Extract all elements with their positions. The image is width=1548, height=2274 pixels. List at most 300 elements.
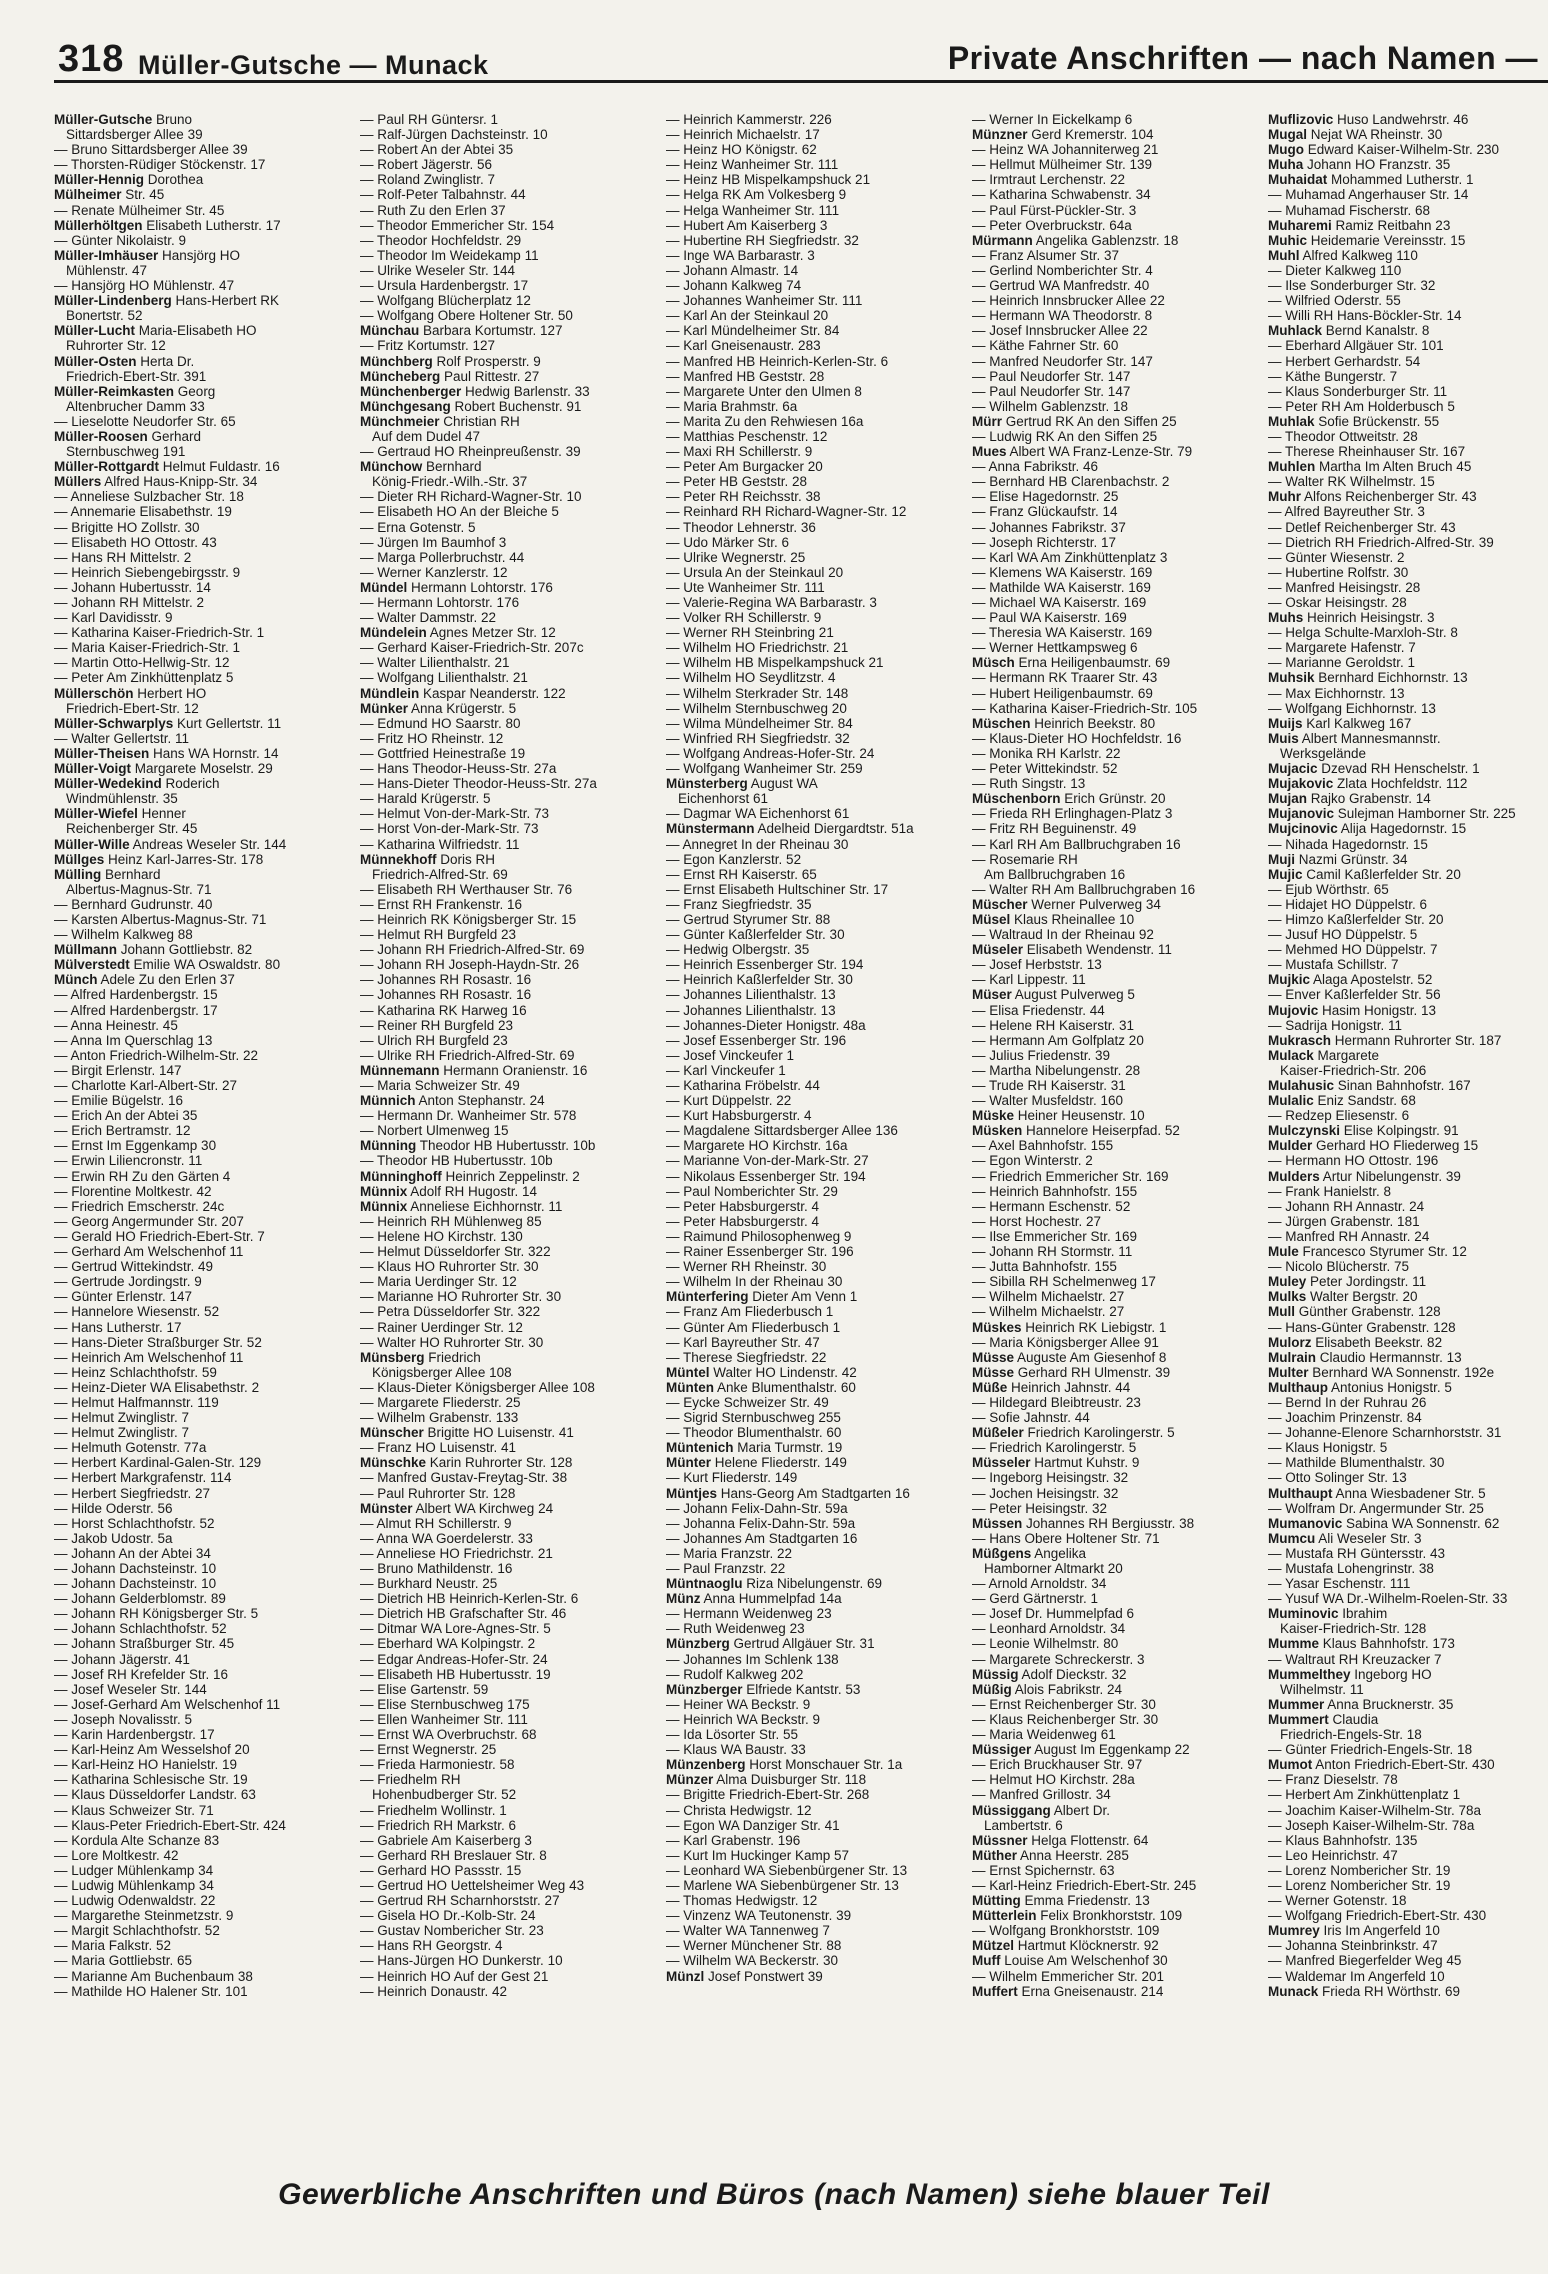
directory-entry: — Dietrich HB Grafschafter Str. 46 [360,1606,567,1622]
directory-entry: — Ludwig Mühlenkamp 34 [54,1877,214,1893]
directory-entry: — Thorsten-Rüdiger Stöckenstr. 17 [54,157,266,173]
directory-entry: — Joseph Richterstr. 17 [972,534,1117,550]
surname: Münchgesang [360,398,451,414]
directory-entry: Müller-Wille Andreas Weseler Str. 144 [54,836,287,852]
directory-entry: — Willi RH Hans-Böckler-Str. 14 [1268,308,1462,324]
directory-entry: — Hans Obere Holtener Str. 71 [972,1530,1160,1546]
directory-entry: — Erwin RH Zu den Gärten 4 [54,1168,231,1184]
directory-entry: — Fritz HO Rheinstr. 12 [360,730,504,746]
directory-entry: — Rudolf Kalkweg 202 [666,1666,804,1682]
surname: Müße [972,1379,1008,1395]
directory-entry: Mujkic Alaga Apostelstr. 52 [1268,972,1433,988]
directory-entry: — Egon Winterstr. 2 [972,1153,1093,1169]
surname: Münnemann [360,1062,440,1078]
directory-entry: — Katharina Fröbelstr. 44 [666,1078,820,1093]
directory-entry: — Gertrud WA Manfredstr. 40 [972,278,1150,294]
directory-entry: — Leo Heinrichstr. 47 [1268,1847,1398,1863]
directory-entry: — Anna Heinestr. 45 [54,1017,178,1033]
directory-entry: — Theodor HB Hubertusstr. 10b [360,1153,553,1169]
directory-entry: Muhic Heidemarie Vereinsstr. 15 [1268,232,1466,248]
directory-entry: Müsse Gerhard RH Ulmenstr. 39 [972,1364,1171,1380]
directory-entry: — Elisabeth HB Hubertusstr. 19 [360,1666,551,1682]
directory-entry: Mujovic Hasim Honigstr. 13 [1268,1002,1437,1018]
directory-entry: — Maria Weidenweg 61 [972,1727,1116,1743]
surname: Müller-Wille [54,836,130,852]
surname: Mujkic [1268,972,1311,988]
column-5 [1268,112,1548,2112]
directory-entry: — Karsten Albertus-Magnus-Str. 71 [54,911,267,927]
directory-entry: — Wolfgang Blücherplatz 12 [360,293,531,309]
directory-entry: — Ejub Wörthstr. 65 [1268,881,1389,897]
directory-entry: — Gerlind Nomberichter Str. 4 [972,262,1153,278]
directory-entry: — Herbert Kardinal-Galen-Str. 129 [54,1455,262,1471]
directory-entry: — Johannes RH Rosastr. 16 [360,987,532,1003]
directory-entry: — Bruno Mathildenstr. 16 [360,1561,513,1576]
directory-entry: — Robert Jägerstr. 56 [360,157,493,173]
surname: Münzl [666,1968,705,1984]
directory-entry: Sternbuschweg 191 [66,444,186,460]
surname: Mukrasch [1268,1032,1332,1048]
directory-entry: — Erna Gotenstr. 5 [360,519,476,535]
surname: Müseler [972,942,1024,958]
directory-entry: — Josef Dr. Hummelpfad 6 [972,1606,1135,1622]
directory-entry: — Klaus Honigstr. 5 [1268,1440,1388,1456]
directory-entry: — Peter Am Burgacker 20 [666,459,823,475]
directory-entry: — Peter Am Zinkhüttenplatz 5 [54,670,234,686]
directory-entry: — Josef Weseler Str. 144 [54,1681,207,1697]
directory-entry: — Werner In Eickelkamp 6 [972,112,1133,127]
directory-entry: Mürr Gertrud RK An den Siffen 25 [972,413,1177,429]
directory-entry: Münchberg Rolf Prosperstr. 9 [360,353,541,369]
directory-entry: — Burkhard Neustr. 25 [360,1576,498,1592]
surname: Muji [1268,851,1295,867]
surname: Müncheberg [360,368,441,384]
directory-entry: — Maria Kaiser-Friedrich-Str. 1 [54,640,241,656]
directory-entry: — Gerhard Kaiser-Friedrich-Str. 207c [360,640,584,656]
directory-entry: — Ilse Sonderburger Str. 32 [1268,278,1436,294]
directory-entry: Muminovic Ibrahim [1268,1606,1388,1622]
directory-entry: — Josef-Gerhard Am Welschenhof 11 [54,1696,281,1712]
surname: Münning [360,1138,417,1154]
directory-entry: — Egon WA Danziger Str. 41 [666,1817,840,1833]
directory-entry: — Margarete Fliederstr. 25 [360,1394,521,1410]
directory-entry: Friedrich-Alfred-Str. 69 [372,866,508,882]
section-title: Private Anschriften — nach Namen — [947,40,1538,76]
directory-entry: — Thomas Hedwigstr. 12 [666,1893,818,1909]
directory-entry: Königsberger Allee 108 [372,1364,512,1380]
directory-entry: — Walter Lilienthalstr. 21 [360,655,510,671]
surname: Münchmeier [360,413,440,429]
directory-entry: — Hans Lutherstr. 17 [54,1319,182,1335]
directory-entry: — Helga Schulte-Marxloh-Str. 8 [1268,625,1458,641]
directory-entry: — Hermann Dr. Wanheimer Str. 578 [360,1108,577,1124]
directory-entry: — Heinrich RK Königsberger Str. 15 [360,911,577,927]
directory-entry: — Wolfram Dr. Angermunder Str. 25 [1268,1500,1484,1516]
directory-entry: — Hermann WA Theodorstr. 8 [972,308,1153,324]
directory-entry: — Inge WA Barbarastr. 3 [666,247,815,263]
directory-entry: — Marita Zu den Rehwiesen 16a [666,413,864,429]
directory-entry: König-Friedr.-Wilh.-Str. 37 [372,474,528,490]
directory-entry: — Walter Musfeldstr. 160 [972,1093,1124,1109]
directory-entry: Mummer Anna Brucknerstr. 35 [1268,1696,1454,1712]
directory-entry: Müße Heinrich Jahnstr. 44 [972,1379,1131,1395]
directory-entry: — Wilhelm Grabenstr. 133 [360,1410,519,1426]
directory-entry: — Annegret In der Rheinau 30 [666,836,849,852]
directory-entry: — Johannes-Dieter Honigstr. 48a [666,1017,866,1033]
directory-entry: Müssen Johannes RH Bergiusstr. 38 [972,1515,1195,1531]
directory-entry: — Heinrich Kammerstr. 226 [666,112,832,127]
directory-entry: Muhr Alfons Reichenberger Str. 43 [1268,489,1477,505]
directory-entry: — Paul Franzstr. 22 [666,1561,786,1576]
directory-entry: — Alfred Hardenbergstr. 15 [54,987,218,1003]
directory-entry: — Helmuth Gotenstr. 77a [54,1440,207,1456]
directory-entry: Sittardsberger Allee 39 [66,127,203,143]
directory-entry: — Maria Franzstr. 22 [666,1545,793,1561]
directory-entry: Müllges Heinz Karl-Jarres-Str. 178 [54,851,264,867]
surname: Müschen [972,715,1031,731]
directory-entry: — Johann Almastr. 14 [666,262,799,278]
directory-entry: — Joseph Novalisstr. 5 [54,1711,193,1727]
directory-entry: — Karl Grabenstr. 196 [666,1832,801,1848]
directory-entry: Mündelein Agnes Metzer Str. 12 [360,625,556,641]
directory-entry: — Helmut RH Burgfeld 23 [360,927,517,943]
directory-entry: — Irmtraut Lerchenstr. 22 [972,172,1126,188]
directory-entry: — Mathilde HO Halener Str. 101 [54,1983,248,1999]
directory-entry: Münz Anna Hummelpfad 14a [666,1591,842,1607]
directory-entry: — Dietrich HB Heinrich-Kerlen-Str. 6 [360,1591,579,1607]
directory-entry: Friedrich-Engels-Str. 18 [1280,1727,1422,1743]
directory-entry: — Eberhard WA Kolpingstr. 2 [360,1636,536,1652]
directory-entry: — Ulrich RH Burgfeld 23 [360,1032,508,1048]
surname: Müßeler [972,1425,1024,1441]
directory-entry: Mule Francesco Styrumer Str. 12 [1268,1244,1467,1260]
surname: Münzenberg [666,1757,746,1773]
directory-entry: — Franz HO Luisenstr. 41 [360,1440,517,1456]
directory-entry: — Johanne-Elenore Scharnhorststr. 31 [1268,1425,1502,1441]
directory-entry: Windmühlenstr. 35 [66,791,178,807]
directory-entry: Münterfering Dieter Am Venn 1 [666,1289,858,1305]
directory-entry: Mulorz Elisabeth Beekstr. 82 [1268,1334,1443,1350]
directory-entry: Müller-Theisen Hans WA Hornstr. 14 [54,745,279,761]
directory-entry: Mummelthey Ingeborg HO [1268,1666,1432,1682]
directory-entry: Mukrasch Hermann Ruhrorter Str. 187 [1268,1032,1502,1048]
directory-entry: — Walter HO Ruhrorter Str. 30 [360,1334,544,1350]
surname: Münscher [360,1425,424,1441]
surname: Mujanovic [1268,806,1335,822]
directory-entry: — Maxi RH Schillerstr. 9 [666,444,813,460]
directory-entry: — Paul Neudorfer Str. 147 [972,368,1131,384]
directory-entry: — Helmut HO Kirchstr. 28a [972,1772,1135,1788]
directory-entry: — Sadrija Honigstr. 11 [1268,1017,1403,1033]
directory-entry: Muhaidat Mohammed Lutherstr. 1 [1268,172,1474,188]
directory-entry: Münker Anna Krügerstr. 5 [360,700,517,716]
directory-entry: — Wilhelm Kalkweg 88 [54,927,193,943]
directory-entry: Mulczynski Elise Kolpingstr. 91 [1268,1123,1459,1139]
directory-entry: — Theresia WA Kaiserstr. 169 [972,625,1153,641]
surname: Müller-Imhäuser [54,247,159,263]
surname: Münster [360,1500,413,1516]
directory-entry: — Theodor Lehnerstr. 36 [666,519,816,535]
directory-entry: — Winfried RH Siegfriedstr. 32 [666,730,850,746]
directory-entry: — Peter RH Am Holderbusch 5 [1268,398,1455,414]
directory-entry: — Helmut Düsseldorfer Str. 322 [360,1244,551,1260]
directory-entry: — Marlene WA Siebenbürgener Str. 13 [666,1877,899,1893]
directory-entry: Muff Louise Am Welschenhof 30 [972,1953,1168,1969]
directory-entry: Mühlenstr. 47 [66,262,148,278]
directory-entry: — Katharina Schwabenstr. 34 [972,187,1151,203]
directory-entry: — Ernst Wegnerstr. 25 [360,1742,497,1758]
directory-entry: Mummert Claudia [1268,1711,1379,1727]
directory-entry: — Peter HB Geststr. 28 [666,474,808,490]
directory-entry: — Josef RH Krefelder Str. 16 [54,1666,229,1682]
directory-entry: — Karl-Heinz HO Hanielstr. 19 [54,1757,238,1773]
directory-entry: Münten Anke Blumenthalstr. 60 [666,1379,856,1395]
directory-entry: Mujakovic Zlata Hochfeldstr. 112 [1268,776,1468,792]
directory-entry: Müller-Lindenberg Hans-Herbert RK [54,293,280,309]
directory-entry: Mülling Bernhard [54,866,161,882]
directory-entry: — Margarethe Steinmetzstr. 9 [54,1908,234,1924]
directory-entry: — Nikolaus Essenberger Str. 194 [666,1168,866,1184]
surname: Muley [1268,1274,1307,1290]
directory-entry: — Wilhelm HB Mispelkampshuck 21 [666,655,884,671]
directory-entry: — Klaus-Dieter Königsberger Allee 108 [360,1379,595,1395]
directory-entry: — Heinrich Donaustr. 42 [360,1983,508,1999]
directory-entry: — Max Eichhornstr. 13 [1268,685,1405,701]
directory-entry: — Wilhelm HO Seydlitzstr. 4 [666,670,836,686]
directory-entry: Münscher Brigitte HO Luisenstr. 41 [360,1425,574,1441]
page-number: 318 [58,38,125,80]
directory-entry: — Peter Habsburgerstr. 4 [666,1213,820,1229]
directory-entry: Kaiser-Friedrich-Str. 206 [1280,1062,1427,1078]
surname: Muhic [1268,232,1307,248]
directory-entry: — Heiner WA Beckstr. 9 [666,1696,811,1712]
directory-entry: — Therese Rheinhauser Str. 167 [1268,444,1466,460]
directory-entry: — Mathilde Blumenthalstr. 30 [1268,1455,1445,1471]
surname: Mumot [1268,1757,1313,1773]
directory-entry: — Elise Hagedornstr. 25 [972,489,1119,505]
directory-entry: Muhlen Martha Im Alten Bruch 45 [1268,459,1472,475]
surname: Müsse [972,1349,1015,1365]
directory-entry: Müseler Elisabeth Wendenstr. 11 [972,942,1172,958]
directory-entry: — Elise Sternbuschweg 175 [360,1696,530,1712]
directory-entry: Muji Nazmi Grünstr. 34 [1268,851,1408,867]
directory-entry: — Gerald HO Friedrich-Ebert-Str. 7 [54,1228,265,1244]
directory-entry: Muis Albert Mannesmannstr. [1268,730,1441,746]
directory-entry: — Wilhelm WA Beckerstr. 30 [666,1953,839,1969]
surname: Mülverstedt [54,957,130,973]
directory-entry: Muhsik Bernhard Eichhornstr. 13 [1268,670,1468,686]
directory-entry: — Helmut Halfmannstr. 119 [54,1394,219,1410]
directory-entry: — Wolfgang Obere Holtener Str. 50 [360,308,573,324]
directory-entry: — Birgit Erlenstr. 147 [54,1062,182,1078]
surname: Multer [1268,1364,1309,1380]
directory-entry: Müsse Auguste Am Giesenhof 8 [972,1349,1167,1365]
surname: Muff [972,1953,1001,1969]
surname: Mülheimer [54,187,122,203]
directory-entry: — Johanna Steinbrinkstr. 47 [1268,1938,1438,1954]
directory-entry: — Ludger Mühlenkamp 34 [54,1862,214,1878]
directory-entry: — Karl Gneisenaustr. 283 [666,338,821,354]
directory-entry: — Franz Am Fliederbusch 1 [666,1304,834,1320]
surname: Münchau [360,323,420,339]
directory-entry: — Lieselotte Neudorfer Str. 65 [54,413,236,429]
directory-entry: — Harald Krügerstr. 5 [360,791,491,807]
surname: Müller-Wedekind [54,776,162,792]
directory-entry: — Manfred HB Heinrich-Kerlen-Str. 6 [666,353,889,369]
directory-entry: Müller-Voigt Margarete Moselstr. 29 [54,761,273,777]
surname: Mujakovic [1268,776,1334,792]
directory-entry: — Fritz Kortumstr. 127 [360,338,496,354]
directory-entry: — Gerhard Am Welschenhof 11 [54,1244,244,1260]
directory-entry: — Klaus-Dieter HO Hochfeldstr. 16 [972,730,1182,746]
directory-entry: — Wolfgang Eichhornstr. 13 [1268,700,1436,716]
directory-entry: — Johann Gelderblomstr. 89 [54,1591,226,1607]
directory-entry: — Ditmar WA Lore-Agnes-Str. 5 [360,1621,551,1637]
directory-entry: — Josef Herbststr. 13 [972,957,1102,973]
directory-entry: — Mustafa Lohengrinstr. 38 [1268,1561,1434,1576]
directory-entry: — Günter Kaßlerfelder Str. 30 [666,927,845,943]
surname: Müskes [972,1319,1022,1335]
directory-entry: — Gertrud RH Scharnhorststr. 27 [360,1893,560,1909]
directory-entry: — Werner RH Rheinstr. 30 [666,1259,827,1275]
directory-entry: — Kordula Alte Schanze 83 [54,1832,220,1848]
directory-entry: — Hans RH Georgstr. 4 [360,1938,503,1954]
directory-entry: — Gerd Gärtnerstr. 1 [972,1591,1099,1607]
directory-entry: Mugo Edward Kaiser-Wilhelm-Str. 230 [1268,142,1500,158]
directory-entry: Müssiger August Im Eggenkamp 22 [972,1742,1190,1758]
directory-entry: Münster Albert WA Kirchweg 24 [360,1500,554,1516]
directory-entry: — Hermann RK Traarer Str. 43 [972,670,1158,686]
directory-entry: — Helene RH Kaiserstr. 31 [972,1017,1135,1033]
footer-note: Gewerbliche Anschriften und Büros (nach Namen) siehe blauer Teil [278,2178,1270,2211]
directory-entry: — Karl WA Am Zinkhüttenplatz 3 [972,549,1168,565]
directory-entry: Mulders Artur Nibelungenstr. 39 [1268,1168,1461,1184]
directory-entry: — Kurt Fliederstr. 149 [666,1470,798,1486]
directory-entry: — Bruno Sittardsberger Allee 39 [54,142,248,158]
directory-entry: — Nicolo Blücherstr. 75 [1268,1259,1410,1275]
directory-entry: Müntjes Hans-Georg Am Stadtgarten 16 [666,1485,910,1501]
surname: Münchberg [360,353,433,369]
directory-entry: Muhlack Bernd Kanalstr. 8 [1268,323,1430,339]
directory-entry: — Julius Friedenstr. 39 [972,1047,1111,1063]
surname: Müller-Gutsche [54,112,153,127]
directory-entry: — Katharina Kaiser-Friedrich-Str. 105 [972,700,1198,716]
surname: Mülling [54,866,102,882]
surname: Mummer [1268,1696,1325,1712]
column-4 [972,112,1260,2112]
directory-entry: — Hans Theodor-Heuss-Str. 27a [360,761,557,777]
directory-entry: Müssiggang Albert Dr. [972,1802,1111,1818]
directory-entry: — Horst Hochestr. 27 [972,1213,1102,1229]
surname: Muharemi [1268,217,1332,233]
directory-entry: — Ludwig RK An den Siffen 25 [972,428,1158,444]
directory-entry: — Hilde Oderstr. 56 [54,1500,173,1516]
directory-entry: — Friedhelm RH [360,1772,461,1788]
directory-entry: Mull Günther Grabenstr. 128 [1268,1304,1441,1320]
surname: Müsch [972,655,1015,671]
directory-entry: — Johannes RH Rosastr. 16 [360,972,532,988]
directory-entry: — Peter Wittekindstr. 52 [972,761,1118,777]
directory-entry: — Friedrich RH Markstr. 6 [360,1817,517,1833]
directory-entry: Müller-Lucht Maria-Elisabeth HO [54,323,257,339]
directory-entry: — Wilhelm HO Friedrichstr. 21 [666,640,849,656]
surname: Muis [1268,730,1299,746]
surname: Müser [972,987,1012,1003]
surname: Mützel [972,1938,1014,1954]
directory-entry: — Hidajet HO Düppelstr. 6 [1268,896,1428,912]
directory-entry: — Anton Friedrich-Wilhelm-Str. 22 [54,1047,259,1063]
surname: Münter [666,1455,711,1471]
directory-entry: — Klaus Schweizer Str. 71 [54,1802,214,1818]
directory-entry: — Johann RH Mittelstr. 2 [54,595,205,610]
directory-entry: — Johann Schlachthofstr. 52 [54,1621,227,1637]
directory-entry: — Wilma Mündelheimer Str. 84 [666,715,853,731]
directory-entry: — Magdalene Sittardsberger Allee 136 [666,1123,898,1139]
directory-entry: — Heinz-Dieter WA Elisabethstr. 2 [54,1379,260,1395]
directory-entry: — Martha Nibelungenstr. 28 [972,1062,1141,1078]
directory-entry: — Helmut Zwinglistr. 7 [54,1425,190,1441]
surname: Muhlak [1268,413,1315,429]
directory-entry: — Günter Wiesenstr. 2 [1268,549,1405,565]
directory-entry: — Günter Am Fliederbusch 1 [666,1319,841,1335]
directory-entry: — Klaus WA Baustr. 33 [666,1742,806,1758]
directory-entry: — Rosemarie RH [972,851,1078,867]
directory-entry: — Heinrich Am Welschenhof 11 [54,1349,244,1365]
surname: Müllmann [54,942,117,958]
surname: Multhaupt [1268,1485,1333,1501]
surname: Multhaup [1268,1379,1328,1395]
directory-entry: — Friedhelm Wollinstr. 1 [360,1802,507,1818]
surname: Mulalic [1268,1093,1314,1109]
directory-entry: — Werner RH Steinbring 21 [666,625,834,641]
directory-entry: — Gabriele Am Kaiserberg 3 [360,1832,532,1848]
directory-entry: — Heinrich Michaelstr. 17 [666,127,820,143]
directory-entry: — Arnold Arnoldstr. 34 [972,1576,1107,1592]
directory-entry: Müscher Werner Pulverweg 34 [972,896,1161,912]
directory-entry: Werksgelände [1280,745,1367,761]
directory-entry: — Johann RH Joseph-Haydn-Str. 26 [360,957,580,973]
directory-entry: — Detlef Reichenberger Str. 43 [1268,519,1456,535]
directory-entry: — Gerhard HO Passstr. 15 [360,1862,522,1878]
directory-entry: — Katharina Wilfriedstr. 11 [360,836,520,852]
directory-entry: — Gottfried Heinestraße 19 [360,745,526,761]
directory-entry: — Heinrich Siebengebirgsstr. 9 [54,564,241,580]
directory-entry: Müser August Pulverweg 5 [972,987,1135,1003]
directory-entry: — Wolfgang Friedrich-Ebert-Str. 430 [1268,1908,1487,1924]
directory-entry: — Waltraut RH Kreuzacker 7 [1268,1651,1442,1667]
surname: Münnekhoff [360,851,437,867]
directory-entry: Mumot Anton Friedrich-Ebert-Str. 430 [1268,1757,1495,1773]
directory-entry: — Elisabeth HO Ottostr. 43 [54,534,217,550]
directory-entry: Müller-Reimkasten Georg [54,383,216,399]
directory-entry: Müßgens Angelika [972,1545,1087,1561]
directory-entry: Müntnaoglu Riza Nibelungenstr. 69 [666,1576,883,1592]
directory-entry: — Paul Nomberichter Str. 29 [666,1183,838,1199]
directory-entry: Reichenberger Str. 45 [66,821,198,837]
directory-entry: Müller-Gutsche Bruno [54,112,193,127]
directory-entry: — Anna Im Querschlag 13 [54,1032,213,1048]
directory-entry: — Jürgen Im Baumhof 3 [360,534,507,550]
directory-entry: — Johannes Lilienthalstr. 13 [666,987,836,1003]
directory-entry: Mülverstedt Emilie WA Oswaldstr. 80 [54,957,281,973]
directory-entry: — Heinz HO Königstr. 62 [666,142,817,158]
directory-entry: Mürmann Angelika Gablenzstr. 18 [972,232,1179,248]
directory-entry: — Kurt Habsburgerstr. 4 [666,1108,812,1124]
surname: Münzner [972,127,1028,143]
directory-entry: — Renate Mülheimer Str. 45 [54,202,225,218]
directory-entry: Müschenborn Erich Grünstr. 20 [972,791,1166,807]
directory-entry: — Ruth Weidenweg 23 [666,1621,805,1637]
